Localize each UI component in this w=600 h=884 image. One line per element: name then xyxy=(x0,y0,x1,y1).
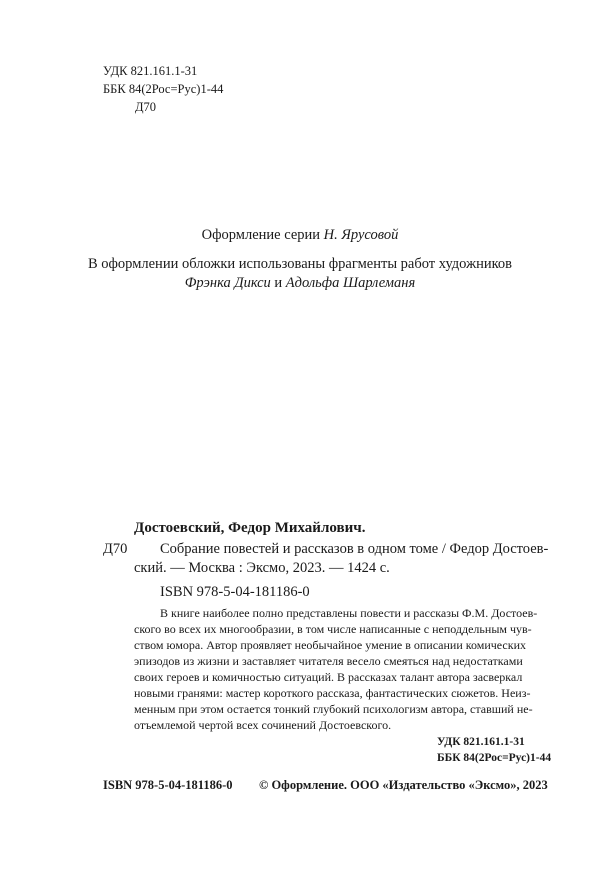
catalog-author-heading: Достоевский, Федор Михайлович. xyxy=(134,520,366,536)
catalog-imprint-line: ский. — Москва : Эксмо, 2023. — 1424 с. xyxy=(134,560,390,576)
entry-udk-code: УДК 821.161.1-31 xyxy=(437,736,525,748)
annotation-line: эпизодов из жизни и заставляет читателя весело смеяться над недостатками xyxy=(134,654,523,668)
udk-code: УДК 821.161.1-31 xyxy=(103,64,198,78)
footer-isbn: ISBN 978-5-04-181186-0 xyxy=(103,778,233,792)
cover-artists xyxy=(40,273,560,293)
series-designer-name: Н. Ярусовой xyxy=(323,227,399,243)
annotation-line: В книге наиболее полно представлены повести и рассказы Ф.М. Достоев- xyxy=(160,606,538,620)
artist-name: Адольфа Шарлеманя xyxy=(285,275,416,291)
annotation-line: своих героев и комичностью ситуаций. В рассказах талант автора засверкал xyxy=(134,670,523,684)
cover-art-credit: В оформлении обложки использованы фрагменты работ художников xyxy=(87,256,513,272)
annotation-line: ством юмора. Автор проявляет необычайное умение в описании комических xyxy=(134,638,527,652)
annotation-line: отъемлемой чертой всех сочинений Достоевского. xyxy=(134,718,392,732)
bbk-code: ББК 84(2Рос=Рус)1-44 xyxy=(103,82,224,96)
artist-name: Фрэнка Дикси xyxy=(184,275,271,291)
series-design-credit xyxy=(40,225,560,245)
catalog-author-mark: Д70 xyxy=(103,541,128,557)
entry-bbk-code: ББК 84(2Рос=Рус)1-44 xyxy=(437,752,552,764)
annotation-line: ского во всех их многообразии, в том числе написанные с неподдельным чув- xyxy=(134,622,532,636)
copyright-line: © Оформление. ООО «Издательство «Эксмо», 2023 xyxy=(259,778,548,792)
annotation-line: менным при этом остается тонкий глубокий психологизм автора, ставший не- xyxy=(134,702,533,716)
author-mark: Д70 xyxy=(135,100,157,114)
catalog-isbn: ISBN 978-5-04-181186-0 xyxy=(160,584,310,600)
annotation-line: новыми гранями: мастер короткого рассказа, фантастических сюжетов. Неиз- xyxy=(134,686,531,700)
catalog-title-line: Собрание повестей и рассказов в одном томе / Федор Достоев- xyxy=(160,541,549,557)
artists-conjunction: и xyxy=(274,275,283,291)
series-design-label: Оформление серии xyxy=(201,227,321,243)
